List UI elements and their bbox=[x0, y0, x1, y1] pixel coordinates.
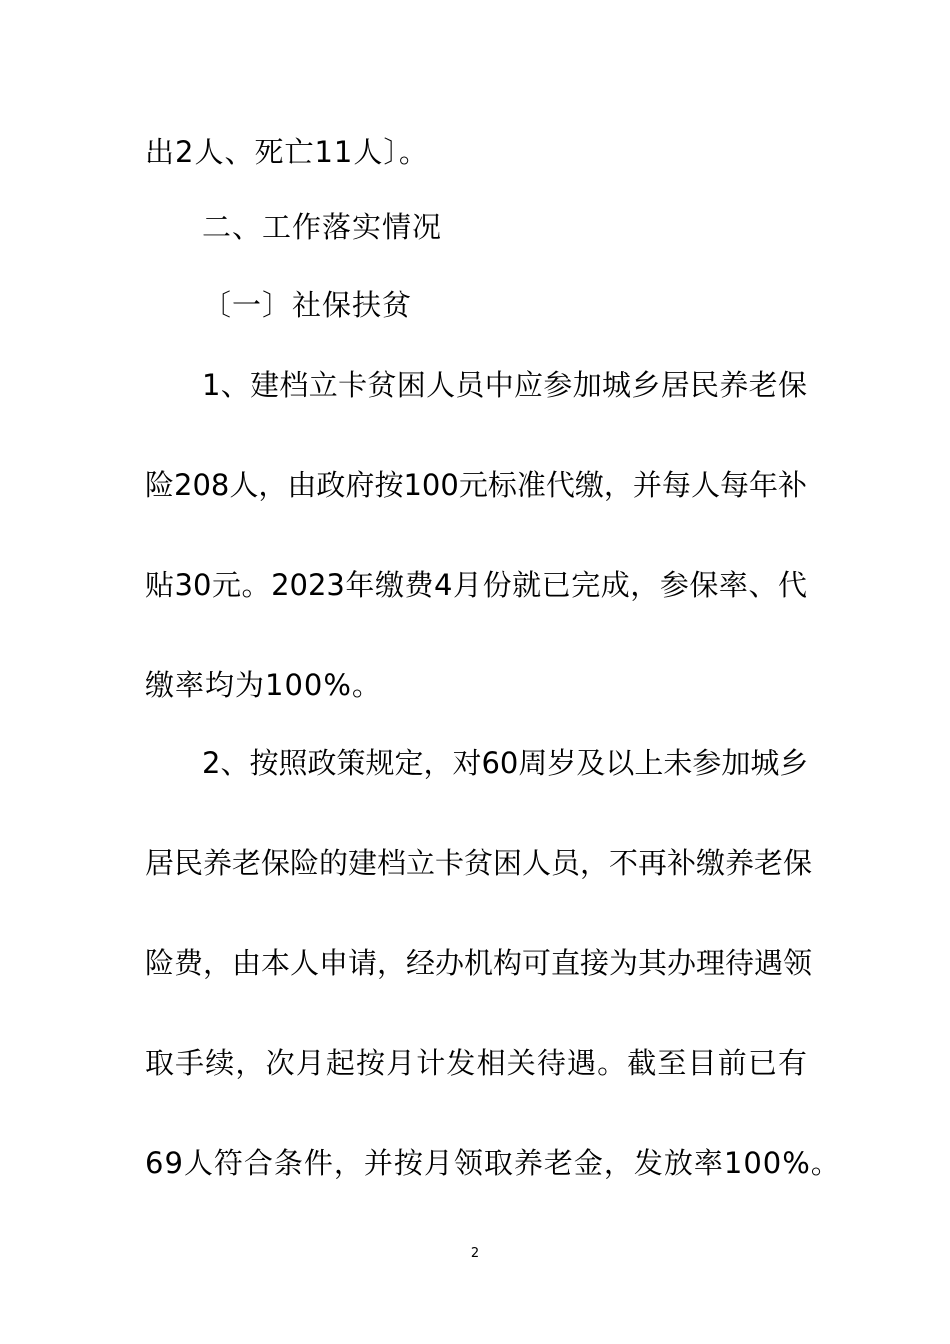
paragraph-line: 缴率均为100%。 bbox=[145, 668, 382, 702]
subsection-heading: 〔一〕社保扶贫 bbox=[202, 288, 413, 322]
paragraph-line: 1、建档立卡贫困人员中应参加城乡居民养老保 bbox=[202, 368, 807, 402]
paragraph-line: 贴30元。2023年缴费4月份就已完成，参保率、代 bbox=[145, 568, 807, 602]
page-number: 2 bbox=[470, 1246, 480, 1261]
paragraph-line: 2、按照政策规定，对60周岁及以上未参加城乡 bbox=[202, 746, 809, 780]
paragraph-line: 居民养老保险的建档立卡贫困人员，不再补缴养老保 bbox=[145, 846, 813, 880]
paragraph-line: 取手续，次月起按月计发相关待遇。截至目前已有 bbox=[145, 1046, 807, 1080]
paragraph-line: 险费，由本人申请，经办机构可直接为其办理待遇领 bbox=[145, 946, 813, 980]
paragraph-line: 险208人，由政府按100元标准代缴，并每人每年补 bbox=[145, 468, 807, 502]
paragraph-line: 69人符合条件，并按月领取养老金，发放率100%。 bbox=[145, 1146, 841, 1180]
paragraph-line: 出2人、死亡11人〕。 bbox=[145, 135, 429, 169]
section-heading: 二、工作落实情况 bbox=[202, 210, 443, 244]
